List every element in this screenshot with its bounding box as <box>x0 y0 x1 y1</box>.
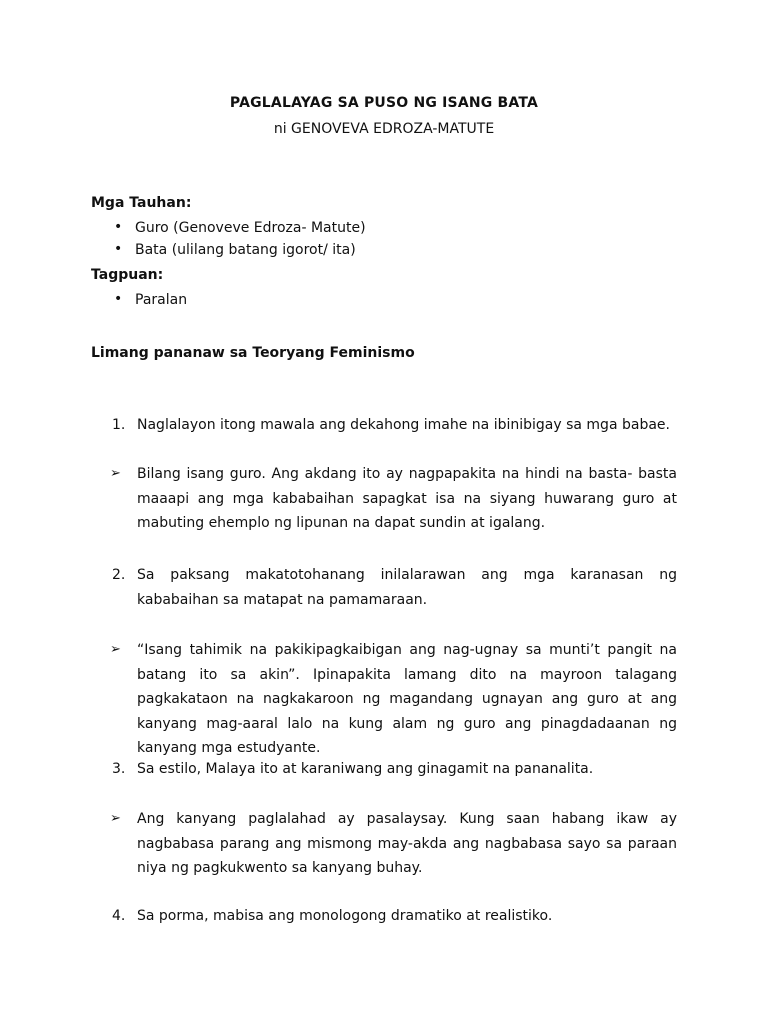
point-text: Naglalayon itong mawala ang dekahong imahe na ibinibigay sa mga babae. <box>137 417 670 433</box>
tagpuan-heading: Tagpuan: <box>91 267 164 283</box>
point-text: Sa porma, mabisa ang monologong dramatiko at realistiko. <box>137 908 553 924</box>
tauhan-item: Bata (ulilang batang igorot/ ita) <box>135 242 356 258</box>
point-explanation: Bilang isang guro. Ang akdang ito ay nagpapakita na hindi na basta- basta maaapi ang mga kababaihan sapagkat isa na siyang huwarang guro at mabuting ehemplo ng lipunan na dapat sundin at igalang. <box>137 466 677 531</box>
point-explanation: Ang kanyang paglalahad ay pasalaysay. Kung saan habang ikaw ay nagbabasa parang ang mismong may-akda ang nagbabasa sayo sa paraan niya ng pagkukwento sa kanyang buhay. <box>137 811 677 876</box>
tauhan-item: Guro (Genoveve Edroza- Matute) <box>135 220 366 236</box>
point-number: 2. <box>112 567 126 583</box>
document-author: ni GENOVEVA EDROZA-MATUTE <box>273 121 495 137</box>
bullet-icon: • <box>114 219 123 235</box>
tauhan-heading: Mga Tauhan: <box>91 195 192 211</box>
bullet-icon: • <box>114 291 123 307</box>
bullet-icon: • <box>114 241 123 257</box>
tagpuan-item: Paralan <box>135 292 188 308</box>
arrow-bullet-icon: ➢ <box>110 466 121 481</box>
point-explanation: “Isang tahimik na pakikipagkaibigan ang nag-ugnay sa munti’t pangit na batang ito sa akin”. Ipinapakita lamang dito na mayroon talagang pagkakataon na nagkakaroon ng magandang ugnayan ang guro at ang kanyang mag-aaral lalo na kung alam ng guro ang pinagdadaanan ng kanyang mga estudyante. <box>137 642 677 756</box>
point-text: Sa estilo, Malaya ito at karaniwang ang ginagamit na pananalita. <box>137 761 594 777</box>
point-text: Sa paksang makatotohanang inilalarawan ang mga karanasan ng kababaihan sa matapat na pamamaraan. <box>137 567 677 608</box>
feminismo-heading: Limang pananaw sa Teoryang Feminismo <box>91 345 415 361</box>
point-number: 3. <box>112 761 126 777</box>
arrow-bullet-icon: ➢ <box>110 811 121 826</box>
point-number: 1. <box>112 417 126 433</box>
point-number: 4. <box>112 908 126 924</box>
arrow-bullet-icon: ➢ <box>110 642 121 657</box>
document-title: PAGLALAYAG SA PUSO NG ISANG BATA <box>229 95 539 111</box>
